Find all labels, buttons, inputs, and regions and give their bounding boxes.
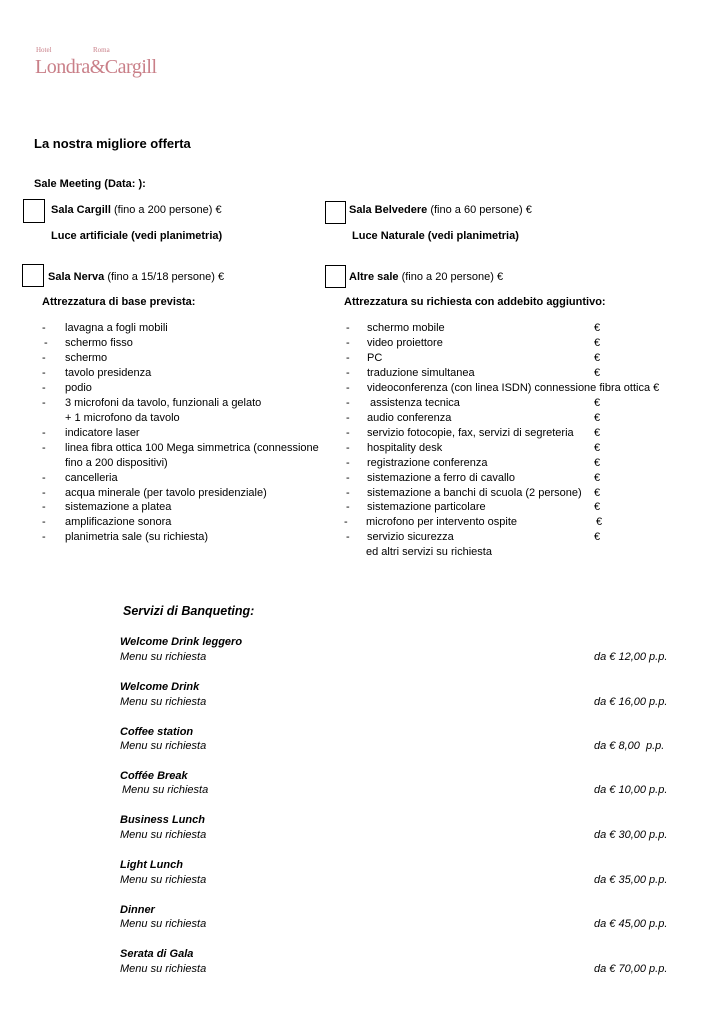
euro-sign: €: [594, 352, 601, 364]
euro-sign: €: [594, 487, 601, 499]
list-dash: -: [346, 487, 350, 499]
banqueting-item-name: Welcome Drink: [120, 681, 200, 693]
sale-meeting-label: Sale Meeting (Data: ):: [34, 178, 146, 190]
list-item: lavagna a fogli mobili: [65, 322, 168, 334]
list-dash: -: [346, 501, 350, 513]
list-dash: -: [346, 382, 350, 394]
list-dash: -: [42, 322, 46, 334]
list-dash: -: [346, 322, 350, 334]
banqueting-item-price: da € 45,00 p.p.: [594, 918, 668, 930]
banqueting-item-menu: Menu su richiesta: [120, 918, 207, 930]
sala-nerva-label: [48, 271, 224, 283]
base-equipment-heading: Attrezzatura di base prevista:: [42, 296, 196, 308]
banqueting-item-menu: Menu su richiesta: [122, 784, 209, 796]
list-dash: -: [42, 397, 46, 409]
list-item: video proiettore: [367, 337, 443, 349]
list-dash: -: [346, 531, 350, 543]
list-dash: -: [346, 472, 350, 484]
list-item: indicatore laser: [65, 427, 140, 439]
euro-sign: €: [594, 501, 601, 513]
euro-sign: €: [594, 322, 601, 334]
list-item: linea fibra ottica 100 Mega simmetrica (connessione: [65, 442, 319, 454]
banqueting-item-menu: Menu su richiesta: [120, 740, 207, 752]
sala-cargill-light: Luce artificiale (vedi planimetria): [51, 230, 223, 242]
euro-sign: €: [594, 367, 601, 379]
list-item-continuation: ed altri servizi su richiesta: [366, 546, 492, 558]
list-item: videoconferenza (con linea ISDN) connessione fibra ottica €: [367, 382, 660, 394]
list-item: audio conferenza: [367, 412, 452, 424]
banqueting-item-price: da € 8,00 p.p.: [594, 740, 665, 752]
euro-sign: €: [594, 337, 601, 349]
list-item: microfono per intervento ospite: [366, 516, 518, 528]
banqueting-item-price: da € 70,00 p.p.: [594, 963, 668, 975]
list-dash: -: [344, 516, 348, 528]
list-item: servizio sicurezza: [367, 531, 454, 543]
list-item: assistenza tecnica: [370, 397, 460, 409]
list-item: PC: [367, 352, 383, 364]
euro-sign: €: [594, 457, 601, 469]
list-item: cancelleria: [65, 472, 118, 484]
euro-sign: €: [594, 397, 601, 409]
list-item: sistemazione a banchi di scuola (2 persone): [367, 487, 582, 499]
logo-hotel-text: Hotel: [36, 46, 52, 54]
list-item: traduzione simultanea: [367, 367, 475, 379]
list-dash: -: [346, 352, 350, 364]
list-item: 3 microfoni da tavolo, funzionali a gelato: [65, 397, 262, 409]
banqueting-item-menu: Menu su richiesta: [120, 874, 207, 886]
page-title: La nostra migliore offerta: [34, 136, 191, 151]
list-dash: -: [42, 442, 46, 454]
euro-sign: €: [594, 412, 601, 424]
banqueting-item-name: Light Lunch: [120, 859, 183, 871]
banqueting-item-name: Serata di Gala: [120, 948, 194, 960]
banqueting-item-name: Coffee station: [120, 726, 194, 738]
banqueting-item-menu: Menu su richiesta: [120, 651, 207, 663]
banqueting-item-price: da € 10,00 p.p.: [594, 784, 668, 796]
list-item: registrazione conferenza: [367, 457, 488, 469]
list-dash: -: [42, 501, 46, 513]
euro-sign: €: [596, 516, 603, 528]
banqueting-heading: Servizi di Banqueting:: [123, 604, 255, 618]
list-item: sistemazione a ferro di cavallo: [367, 472, 515, 484]
list-item: schermo: [65, 352, 108, 364]
list-dash: -: [42, 382, 46, 394]
list-dash: -: [346, 442, 350, 454]
banqueting-item-price: da € 16,00 p.p.: [594, 696, 668, 708]
list-dash: -: [42, 487, 46, 499]
list-item: sistemazione a platea: [65, 501, 172, 513]
list-dash: -: [42, 367, 46, 379]
sala-belvedere-detail: (fino a 60 persone) €: [427, 204, 532, 216]
altre-sale-name: Altre sale: [349, 271, 399, 283]
list-item-continuation: + 1 microfono da tavolo: [65, 412, 180, 424]
altre-sale-checkbox[interactable]: [325, 265, 346, 288]
logo-roma-text: Roma: [93, 46, 110, 54]
euro-sign: €: [594, 442, 601, 454]
sala-nerva-checkbox[interactable]: [22, 264, 44, 287]
list-item: schermo mobile: [367, 322, 445, 334]
sala-cargill-checkbox[interactable]: [23, 199, 45, 223]
sala-belvedere-name: Sala Belvedere: [349, 204, 428, 216]
altre-sale-label: [349, 271, 503, 283]
banqueting-item-price: da € 30,00 p.p.: [594, 829, 668, 841]
banqueting-item-price: da € 12,00 p.p.: [594, 651, 668, 663]
list-dash: -: [42, 352, 46, 364]
list-item: tavolo presidenza: [65, 367, 152, 379]
list-item: schermo fisso: [65, 337, 133, 349]
banqueting-item-name: Welcome Drink leggero: [120, 636, 243, 648]
banqueting-item-menu: Menu su richiesta: [120, 696, 207, 708]
list-dash: -: [346, 337, 350, 349]
euro-sign: €: [594, 427, 601, 439]
sala-nerva-name: Sala Nerva: [48, 271, 105, 283]
euro-sign: €: [594, 531, 601, 543]
sala-cargill-detail: (fino a 200 persone) €: [110, 204, 222, 216]
logo-name: Londra&Cargill: [35, 56, 157, 78]
list-dash: -: [346, 367, 350, 379]
list-item: planimetria sale (su richiesta): [65, 531, 209, 543]
list-dash: -: [346, 427, 350, 439]
list-dash: -: [42, 516, 46, 528]
list-item: sistemazione particolare: [367, 501, 486, 513]
list-item: amplificazione sonora: [65, 516, 172, 528]
banqueting-item-price: da € 35,00 p.p.: [594, 874, 668, 886]
sala-belvedere-label: [349, 204, 532, 216]
list-dash: -: [44, 337, 48, 349]
banqueting-item-menu: Menu su richiesta: [120, 829, 207, 841]
list-dash: -: [346, 397, 350, 409]
list-item: servizio fotocopie, fax, servizi di segreteria: [367, 427, 574, 439]
list-item: acqua minerale (per tavolo presidenziale): [65, 487, 267, 499]
sala-cargill-name: Sala Cargill: [51, 204, 111, 216]
list-dash: -: [42, 427, 46, 439]
banqueting-item-name: Coffée Break: [120, 770, 188, 782]
list-dash: -: [42, 531, 46, 543]
list-item-continuation: fino a 200 dispositivi): [65, 457, 168, 469]
extra-equipment-heading: Attrezzatura su richiesta con addebito aggiuntivo:: [344, 296, 606, 308]
altre-sale-detail: (fino a 20 persone) €: [398, 271, 504, 283]
banqueting-item-menu: Menu su richiesta: [120, 963, 207, 975]
sala-cargill-label: [51, 204, 222, 216]
banqueting-item-name: Dinner: [120, 904, 155, 916]
euro-sign: €: [594, 472, 601, 484]
list-item: hospitality desk: [367, 442, 443, 454]
list-item: podio: [65, 382, 92, 394]
list-dash: -: [346, 457, 350, 469]
sala-nerva-detail: (fino a 15/18 persone) €: [104, 271, 225, 283]
banqueting-item-name: Business Lunch: [120, 814, 205, 826]
list-dash: -: [346, 412, 350, 424]
sala-belvedere-light: Luce Naturale (vedi planimetria): [352, 230, 519, 242]
sala-belvedere-checkbox[interactable]: [325, 201, 346, 224]
list-dash: -: [42, 472, 46, 484]
